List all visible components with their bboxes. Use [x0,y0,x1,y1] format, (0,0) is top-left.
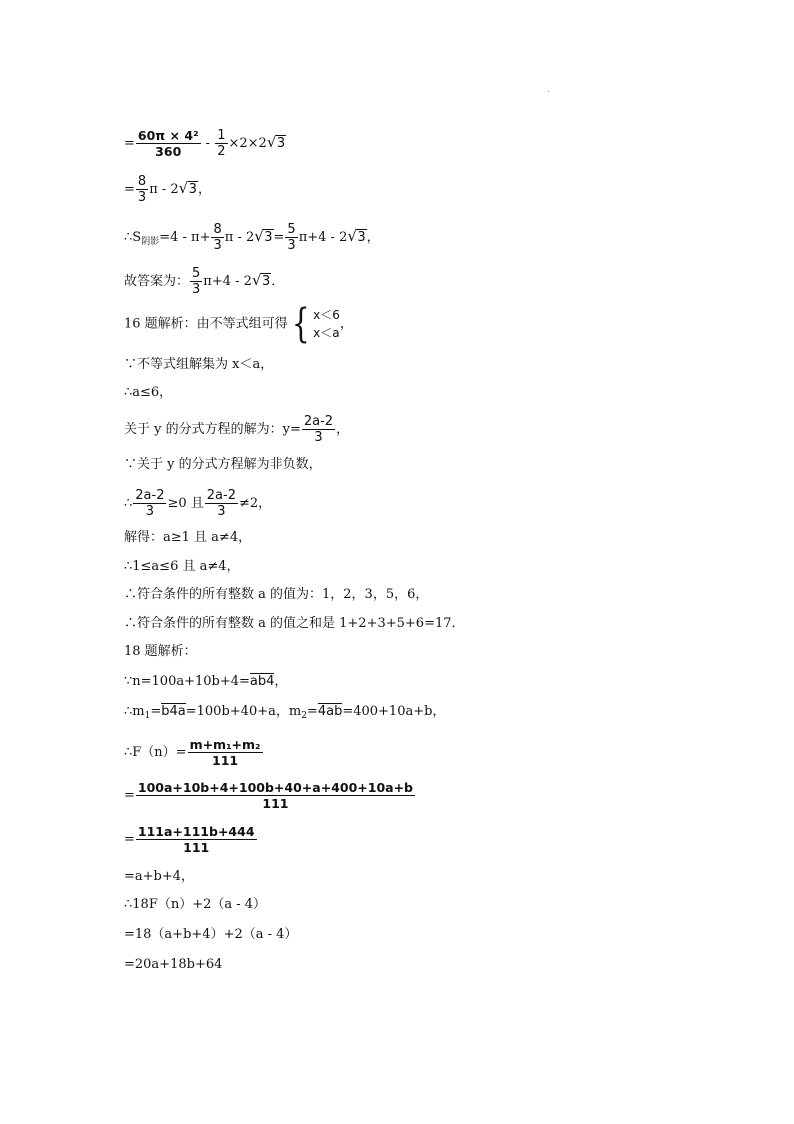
fraction-numerator: 8 [213,222,222,237]
eq-line-20 [124,824,258,855]
solution-label: 关于 y 的分式方程的解为：y= [124,422,301,437]
fraction [190,266,202,297]
inequality-row-1: x＜6 [313,308,340,322]
fraction [136,824,257,855]
sqrt-expression [252,273,271,291]
fraction-numerator: 2a-2 [206,488,236,503]
eq-line-18 [124,737,264,768]
punctuation: ， [336,422,350,437]
expr-text: ∵n=100a+10b+4= [124,674,250,689]
punctuation: ， [366,230,380,245]
radicand: 3 [264,230,273,245]
fraction-numerator: 8 [137,174,147,189]
equals-sign: = [273,230,285,245]
sqrt-expression [267,135,286,153]
therefore-text: ∴ [124,496,133,511]
equals-sign: = [124,136,135,151]
punctuation: ， [197,182,211,197]
fraction-numerator: 1 [217,128,226,143]
fraction-denominator: 111 [183,840,210,855]
inequality-system [288,301,340,347]
expr-text: π+4 - 2 [203,274,252,289]
text-line-23: =18（a+b+4）+2（a - 4） [124,927,298,942]
expr-text: π - 2 [224,230,255,245]
eq-line-3 [124,222,380,253]
punctuation: ． [271,274,285,289]
equals-sign: = [124,832,135,847]
radicand: 3 [357,230,366,245]
fraction-denominator: 3 [213,238,222,253]
sqrt-expression [347,229,366,247]
text-line-6: ∵不等式组解集为 x＜a， [124,357,274,372]
eq-line-17 [124,703,445,725]
fraction-numerator: 100a+10b+4+100b+40+a+400+10a+b [137,780,414,795]
fraction [188,737,263,768]
therefore-s-text: ∴S [124,230,142,245]
expr-text: π - 2 [149,182,179,197]
expr-text: =4 - π+ [159,230,211,245]
sqrt-expression [254,229,273,247]
eq-line-16 [124,673,287,691]
expr-text: π+4 - 2 [298,230,348,245]
eq-line-8 [124,414,349,445]
equals-sign: = [124,182,135,197]
fraction-numerator: 60π × 4² [137,128,199,143]
eq-line-19 [124,780,416,811]
fraction-numerator: 5 [287,222,296,237]
fraction-denominator: 3 [145,504,155,519]
overlined-number: b4a [161,704,186,719]
answer-line [124,266,284,297]
text-line-9: ∵关于 y 的分式方程解为非负数， [124,457,322,472]
radicand: 3 [276,136,286,151]
fraction-numerator: 2a-2 [135,488,165,503]
fraction [133,488,166,519]
fraction-numerator: 5 [192,266,201,281]
sqrt-expression [179,181,198,199]
eq-line-1 [124,128,286,159]
subscript: 1 [144,711,151,721]
equals-sign: = [150,704,162,719]
left-brace-icon: { [291,301,310,347]
equals-sign: = [306,704,318,719]
text-line-21: =a+b+4， [124,869,195,884]
fraction [285,222,297,253]
text-line-11: 解得：a≥1 且 a≠4， [124,530,252,545]
punctuation: ， [339,316,353,332]
product-text: ×2×2 [228,136,267,151]
fraction-area [136,128,201,159]
fraction-denominator: 360 [155,144,182,159]
text-line-13: ∴符合条件的所有整数 a 的值为：1，2，3，5，6， [124,587,429,602]
expr-text: ∴m [124,704,145,719]
fraction [136,780,415,811]
expr-text: ≠2， [238,496,272,511]
radicand: 3 [188,182,197,197]
fraction-numerator: m+m₁+m₂ [189,737,261,752]
text-line-22: ∴18F（n）+2（a - 4） [124,897,267,912]
overlined-number: 4ab [317,704,343,719]
text-line-14: ∴符合条件的所有整数 a 的值之和是 1+2+3+5+6=17． [124,616,465,631]
fraction [136,174,148,205]
shaded-subscript: 阴影 [141,237,160,247]
expr-text: ∴F（n）= [124,745,187,760]
inequality-row-2: x＜a [313,326,340,340]
fraction-denominator: 3 [217,504,226,519]
fraction-numerator: 2a-2 [303,414,334,429]
fraction-denominator: 3 [287,238,296,253]
fraction [302,414,335,445]
expr-text: =400+10a+b， [342,704,446,719]
fraction-denominator: 3 [192,282,201,297]
fraction-numerator: 111a+111b+444 [137,824,255,839]
q16-heading-line [124,301,353,347]
fraction-denominator: 3 [314,430,323,445]
q18-heading: 18 题解析： [124,644,197,659]
fraction-denominator: 111 [262,796,289,811]
fraction-denominator: 111 [212,753,239,768]
q16-heading: 16 题解析：由不等式组可得 [124,316,288,332]
text-line-7: ∴a≤6， [124,385,173,400]
text-line-24: =20a+18b+64 [124,957,223,972]
text-line-12: ∴1≤a≤6 且 a≠4， [124,559,240,574]
punctuation: ， [274,674,288,689]
eq-line-10 [124,488,271,519]
fraction-denominator: 3 [137,190,147,205]
minus-text: - [201,136,215,151]
fraction [205,488,238,519]
fraction [211,222,223,253]
expr-text: =100b+40+a，m [185,704,302,719]
answer-label: 故答案为： [124,274,190,289]
scan-speck [548,91,549,92]
equals-sign: = [124,788,135,803]
overlined-number: ab4 [249,674,275,689]
subscript: 2 [301,711,307,721]
eq-line-2 [124,174,211,205]
radicand: 3 [261,274,271,289]
fraction-denominator: 2 [217,144,226,159]
fraction-half [215,128,227,159]
expr-text: ≥0 且 [167,496,204,511]
